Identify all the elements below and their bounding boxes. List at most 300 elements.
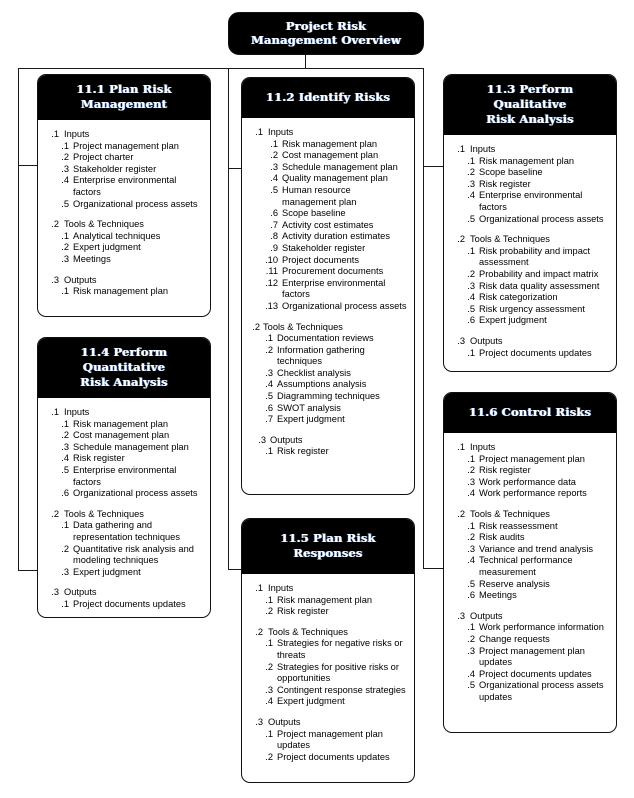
- list-item: [249, 278, 407, 301]
- item-number: .1: [61, 286, 69, 297]
- item-number: .2: [467, 268, 475, 279]
- section-items: [249, 729, 407, 764]
- list-item: [249, 162, 407, 174]
- list-item: [249, 414, 407, 426]
- item-text: Activity cost estimates: [282, 219, 374, 230]
- section-title: Outputs: [470, 610, 503, 621]
- item-text: Enterprise environmental factors: [73, 175, 177, 197]
- list-item: [249, 662, 407, 685]
- list-item: [249, 301, 407, 313]
- process-box-11-1: [37, 74, 211, 317]
- item-text: Risk register: [479, 178, 531, 189]
- list-item: [249, 638, 407, 661]
- section-title: Outputs: [64, 274, 97, 285]
- process-title-11-3-line1: 11.3 Perform Qualitative: [486, 82, 574, 111]
- item-number: .2: [467, 167, 475, 178]
- section-title: Outputs: [268, 716, 301, 727]
- section-items: [45, 599, 203, 611]
- item-text: Risk management plan: [277, 594, 373, 605]
- list-item: [45, 175, 203, 198]
- item-text: Diagramming techniques: [277, 391, 380, 402]
- list-item: [451, 454, 609, 466]
- item-text: Human resource management plan: [282, 184, 357, 207]
- connector-stub-11-6: [423, 568, 444, 569]
- item-text: Project management plan updates: [277, 728, 383, 751]
- item-number: .9: [270, 242, 278, 253]
- item-number: .5: [467, 680, 475, 691]
- section-title: Outputs: [64, 587, 97, 598]
- section-title: Tools & Techniques: [470, 508, 550, 519]
- item-text: Organizational process assets: [73, 488, 198, 499]
- item-number: .2: [265, 606, 273, 617]
- section-number: .1: [51, 129, 59, 139]
- process-body-11-6: [444, 433, 616, 711]
- list-item: [451, 622, 609, 634]
- section-title: Inputs: [268, 583, 294, 593]
- section-number: .3: [258, 434, 266, 445]
- section-items: [451, 622, 609, 703]
- item-number: .3: [265, 367, 273, 378]
- root-node-title-line2: Management Overview: [251, 33, 401, 47]
- list-item: [249, 173, 407, 185]
- section-number: .3: [255, 716, 263, 727]
- list-item: [451, 179, 609, 191]
- section-items: [45, 419, 203, 500]
- section-items: [451, 454, 609, 500]
- list-item: [451, 555, 609, 578]
- connector-stub-11-2: [228, 168, 242, 169]
- item-text: Risk probability and impact assessment: [479, 245, 591, 268]
- item-number: .6: [467, 590, 475, 601]
- section-outputs: [249, 717, 407, 763]
- list-item: [45, 567, 203, 579]
- list-item: [45, 286, 203, 298]
- process-body-11-5: [242, 574, 414, 771]
- list-item: [45, 164, 203, 176]
- section-number: .3: [51, 274, 59, 285]
- item-text: Project charter: [73, 152, 134, 163]
- list-item: [249, 208, 407, 220]
- item-text: Project management plan: [479, 453, 585, 464]
- list-item: [451, 532, 609, 544]
- item-text: Schedule management plan: [282, 161, 398, 172]
- item-text: Assumptions analysis: [277, 379, 367, 390]
- list-item: [45, 254, 203, 266]
- list-item: [451, 281, 609, 293]
- list-item: [45, 242, 203, 254]
- item-number: .2: [265, 344, 273, 355]
- list-item: [45, 152, 203, 164]
- item-number: .1: [467, 347, 475, 358]
- root-node-project-risk-management-overview: [228, 12, 424, 55]
- section-title: Inputs: [268, 127, 294, 137]
- connector-right-trunk: [423, 68, 424, 569]
- connector-main-bus: [18, 68, 424, 69]
- process-title-11-3: [444, 75, 616, 135]
- item-text: Project management plan updates: [479, 645, 585, 668]
- section-heading: [45, 275, 203, 287]
- section-inputs: [249, 583, 407, 618]
- item-number: .4: [467, 555, 475, 566]
- item-number: .2: [467, 532, 475, 543]
- item-text: Strategies for positive risks or opportunities: [277, 661, 399, 684]
- section-heading: [451, 509, 609, 521]
- item-number: .3: [467, 645, 475, 656]
- item-number: .4: [467, 190, 475, 201]
- item-text: Risk register: [277, 606, 329, 617]
- list-item: [451, 348, 609, 360]
- process-title-11-2: [242, 78, 414, 118]
- item-text: Risk register: [479, 465, 531, 476]
- list-item: [249, 595, 407, 607]
- process-body-11-1: [38, 120, 210, 306]
- item-number: .5: [270, 184, 278, 195]
- item-text: Project management plan: [73, 140, 179, 151]
- item-number: .7: [265, 414, 273, 425]
- list-item: [451, 669, 609, 681]
- section-title: Inputs: [64, 407, 90, 417]
- process-box-11-5: [241, 518, 415, 783]
- section-heading: [249, 627, 407, 639]
- section-tools: [451, 509, 609, 602]
- item-number: .3: [61, 253, 69, 264]
- process-title-11-1-line2: Management: [80, 97, 168, 111]
- section-items: [249, 139, 407, 313]
- section-tools: [249, 627, 407, 708]
- item-number: .4: [265, 379, 273, 390]
- item-text: Documentation reviews: [277, 333, 374, 344]
- item-number: .5: [61, 464, 69, 475]
- process-title-11-4-line1: 11.4 Perform Quantitative: [80, 345, 168, 374]
- process-box-11-6: [443, 392, 617, 733]
- section-title: Outputs: [470, 335, 503, 346]
- item-number: .4: [270, 173, 278, 184]
- item-text: Contingent response strategies: [277, 684, 406, 695]
- item-text: Risk management plan: [282, 138, 378, 149]
- item-number: .11: [265, 266, 278, 277]
- section-heading: [451, 144, 609, 156]
- section-heading: [45, 129, 203, 141]
- section-number: .2: [252, 321, 260, 332]
- item-text: Scope baseline: [282, 208, 346, 219]
- connector-stub-11-5: [228, 569, 242, 570]
- item-text: Project documents updates: [277, 751, 390, 762]
- section-number: .3: [457, 335, 465, 346]
- item-number: .5: [467, 578, 475, 589]
- item-number: .8: [270, 231, 278, 242]
- list-item: [45, 465, 203, 488]
- section-heading: [451, 442, 609, 454]
- list-item: [249, 345, 407, 368]
- item-text: Enterprise environmental factors: [73, 464, 177, 487]
- item-number: .2: [467, 465, 475, 476]
- section-title: Tools & Techniques: [64, 508, 144, 519]
- item-text: Project documents: [282, 254, 359, 265]
- list-item: [45, 488, 203, 500]
- process-title-11-5-line1: 11.5 Plan Risk Responses: [280, 531, 376, 560]
- section-items: [45, 231, 203, 266]
- item-text: Organizational process assets: [73, 198, 198, 209]
- item-text: Organizational process assets updates: [479, 680, 604, 702]
- item-text: Project documents updates: [479, 347, 592, 358]
- list-item: [451, 167, 609, 179]
- list-item: [451, 465, 609, 477]
- section-heading: [451, 611, 609, 623]
- section-items: [451, 521, 609, 602]
- item-text: Scope baseline: [479, 167, 543, 178]
- item-text: Organizational process assets: [282, 300, 407, 311]
- process-body-11-4: [38, 398, 210, 618]
- item-number: .4: [467, 668, 475, 679]
- item-number: .1: [467, 622, 475, 633]
- item-number: .5: [467, 213, 475, 224]
- section-number: .2: [457, 508, 465, 519]
- section-heading: [249, 322, 407, 334]
- item-number: .4: [61, 175, 69, 186]
- section-tools: [45, 219, 203, 265]
- item-text: Strategies for negative risks or threats: [277, 638, 403, 660]
- item-text: Activity duration estimates: [282, 231, 390, 242]
- process-title-11-6: [444, 393, 616, 433]
- item-text: Enterprise environmental factors: [479, 190, 583, 212]
- item-number: .4: [61, 453, 69, 464]
- section-inputs: [45, 407, 203, 500]
- item-text: Cost management plan: [282, 150, 379, 161]
- connector-left-trunk: [18, 68, 19, 571]
- section-heading: [45, 407, 203, 419]
- section-heading: [45, 219, 203, 231]
- item-number: .5: [467, 303, 475, 314]
- section-title: Tools & Techniques: [268, 626, 348, 637]
- process-title-11-4: [38, 338, 210, 398]
- item-number: .3: [270, 161, 278, 172]
- process-title-11-1-line1: 11.1 Plan Risk: [76, 82, 172, 96]
- list-item: [451, 156, 609, 168]
- section-number: .1: [457, 442, 465, 452]
- list-item: [45, 419, 203, 431]
- list-item: [249, 446, 407, 458]
- section-number: .1: [255, 127, 263, 137]
- item-number: .1: [61, 140, 69, 151]
- item-number: .2: [61, 543, 69, 554]
- item-text: Expert judgment: [277, 696, 345, 707]
- item-text: Meetings: [73, 253, 111, 264]
- section-title: Inputs: [470, 442, 496, 452]
- section-inputs: [451, 144, 609, 225]
- section-heading: [249, 717, 407, 729]
- section-tools: [45, 509, 203, 579]
- section-outputs: [249, 435, 407, 458]
- item-text: Reserve analysis: [479, 578, 550, 589]
- item-number: .4: [265, 696, 273, 707]
- item-text: Change requests: [479, 633, 550, 644]
- item-text: Expert judgment: [277, 414, 345, 425]
- list-item: [451, 214, 609, 226]
- section-number: .3: [457, 610, 465, 621]
- item-text: Cost management plan: [73, 430, 170, 441]
- list-item: [451, 646, 609, 669]
- connector-stub-11-3: [423, 166, 444, 167]
- process-box-11-2: [241, 77, 415, 495]
- item-text: Organizational process assets: [479, 213, 604, 224]
- list-item: [451, 579, 609, 591]
- section-title: Inputs: [64, 129, 90, 139]
- item-text: Procurement documents: [282, 266, 384, 277]
- item-text: Work performance data: [479, 476, 576, 487]
- item-text: Work performance information: [479, 622, 604, 633]
- list-item: [249, 333, 407, 345]
- item-number: .1: [467, 453, 475, 464]
- section-heading: [249, 435, 407, 447]
- list-item: [451, 488, 609, 500]
- list-item: [249, 368, 407, 380]
- section-heading: [249, 583, 407, 595]
- section-heading: [45, 509, 203, 521]
- section-items: [45, 141, 203, 211]
- list-item: [451, 269, 609, 281]
- item-number: .5: [265, 391, 273, 402]
- item-number: .1: [61, 598, 69, 609]
- section-inputs: [451, 442, 609, 500]
- list-item: [249, 266, 407, 278]
- item-number: .2: [61, 430, 69, 441]
- section-number: .1: [255, 583, 263, 593]
- item-text: Quality management plan: [282, 173, 388, 184]
- process-title-11-3-line2: Risk Analysis: [486, 112, 574, 126]
- item-text: Risk categorization: [479, 292, 558, 303]
- item-text: Checklist analysis: [277, 367, 351, 378]
- list-item: [249, 185, 407, 208]
- section-items: [249, 333, 407, 426]
- list-item: [45, 430, 203, 442]
- item-text: Schedule management plan: [73, 441, 189, 452]
- item-number: .3: [467, 543, 475, 554]
- item-text: Stakeholder register: [282, 242, 366, 253]
- section-items: [451, 156, 609, 226]
- section-tools: [451, 234, 609, 327]
- process-box-11-3: [443, 74, 617, 372]
- section-title: Inputs: [470, 144, 496, 154]
- item-text: Risk data quality assessment: [479, 280, 600, 291]
- item-number: .6: [270, 208, 278, 219]
- item-number: .4: [467, 488, 475, 499]
- item-text: Meetings: [479, 590, 517, 601]
- item-number: .3: [265, 684, 273, 695]
- section-heading: [45, 587, 203, 599]
- list-item: [249, 150, 407, 162]
- section-items: [451, 246, 609, 327]
- item-number: .1: [61, 520, 69, 531]
- list-item: [451, 304, 609, 316]
- item-text: Project documents updates: [479, 668, 592, 679]
- section-number: .2: [51, 508, 59, 519]
- list-item: [451, 680, 609, 703]
- item-number: .4: [467, 292, 475, 303]
- item-text: Expert judgment: [73, 242, 141, 253]
- item-number: .3: [467, 476, 475, 487]
- list-item: [249, 220, 407, 232]
- section-title: Tools & Techniques: [64, 219, 144, 230]
- item-text: Technical performance measurement: [479, 555, 573, 577]
- item-number: .10: [265, 254, 278, 265]
- section-title: Outputs: [270, 434, 303, 445]
- list-item: [451, 590, 609, 602]
- item-number: .1: [270, 138, 278, 149]
- item-number: .12: [265, 277, 278, 288]
- item-number: .1: [61, 418, 69, 429]
- item-number: .2: [265, 661, 273, 672]
- item-number: .7: [270, 219, 278, 230]
- section-heading: [249, 127, 407, 139]
- section-inputs: [249, 127, 407, 313]
- process-title-11-2-line1: 11.2 Identify Risks: [265, 90, 391, 104]
- list-item: [249, 391, 407, 403]
- item-number: .1: [265, 594, 273, 605]
- item-text: Variance and trend analysis: [479, 543, 594, 554]
- connector-middle-trunk: [228, 68, 229, 570]
- section-outputs: [45, 275, 203, 298]
- list-item: [249, 379, 407, 391]
- section-tools: [249, 322, 407, 426]
- item-text: Risk audits: [479, 532, 525, 543]
- process-body-11-3: [444, 135, 616, 367]
- item-number: .1: [265, 728, 273, 739]
- section-number: .2: [51, 219, 59, 230]
- item-number: .5: [61, 198, 69, 209]
- item-number: .3: [61, 566, 69, 577]
- list-item: [45, 442, 203, 454]
- item-number: .3: [467, 280, 475, 291]
- section-heading: [451, 336, 609, 348]
- item-number: .2: [265, 751, 273, 762]
- list-item: [249, 403, 407, 415]
- list-item: [45, 520, 203, 543]
- item-number: .1: [265, 446, 273, 457]
- item-number: .2: [270, 150, 278, 161]
- item-number: .3: [61, 441, 69, 452]
- section-items: [249, 638, 407, 708]
- list-item: [451, 521, 609, 533]
- item-text: SWOT analysis: [277, 402, 341, 413]
- connector-stub-11-1: [18, 165, 38, 166]
- list-item: [451, 544, 609, 556]
- list-item: [451, 477, 609, 489]
- item-number: .2: [467, 633, 475, 644]
- list-item: [45, 544, 203, 567]
- item-text: Risk management plan: [73, 286, 169, 297]
- item-text: Risk register: [277, 446, 329, 457]
- item-text: Stakeholder register: [73, 163, 157, 174]
- process-title-11-4-line2: Risk Analysis: [80, 375, 168, 389]
- item-number: .1: [467, 520, 475, 531]
- section-items: [451, 348, 609, 360]
- list-item: [45, 141, 203, 153]
- item-number: .1: [265, 333, 273, 344]
- item-text: Risk register: [73, 453, 125, 464]
- item-text: Work performance reports: [479, 488, 587, 499]
- list-item: [45, 199, 203, 211]
- item-number: .6: [467, 315, 475, 326]
- item-number: .6: [61, 488, 69, 499]
- item-number: .1: [467, 155, 475, 166]
- connector-stub-11-4: [18, 570, 38, 571]
- list-item: [451, 190, 609, 213]
- item-text: Information gathering techniques: [277, 344, 365, 367]
- list-item: [249, 139, 407, 151]
- item-text: Expert judgment: [73, 566, 141, 577]
- section-number: .3: [51, 587, 59, 598]
- list-item: [249, 696, 407, 708]
